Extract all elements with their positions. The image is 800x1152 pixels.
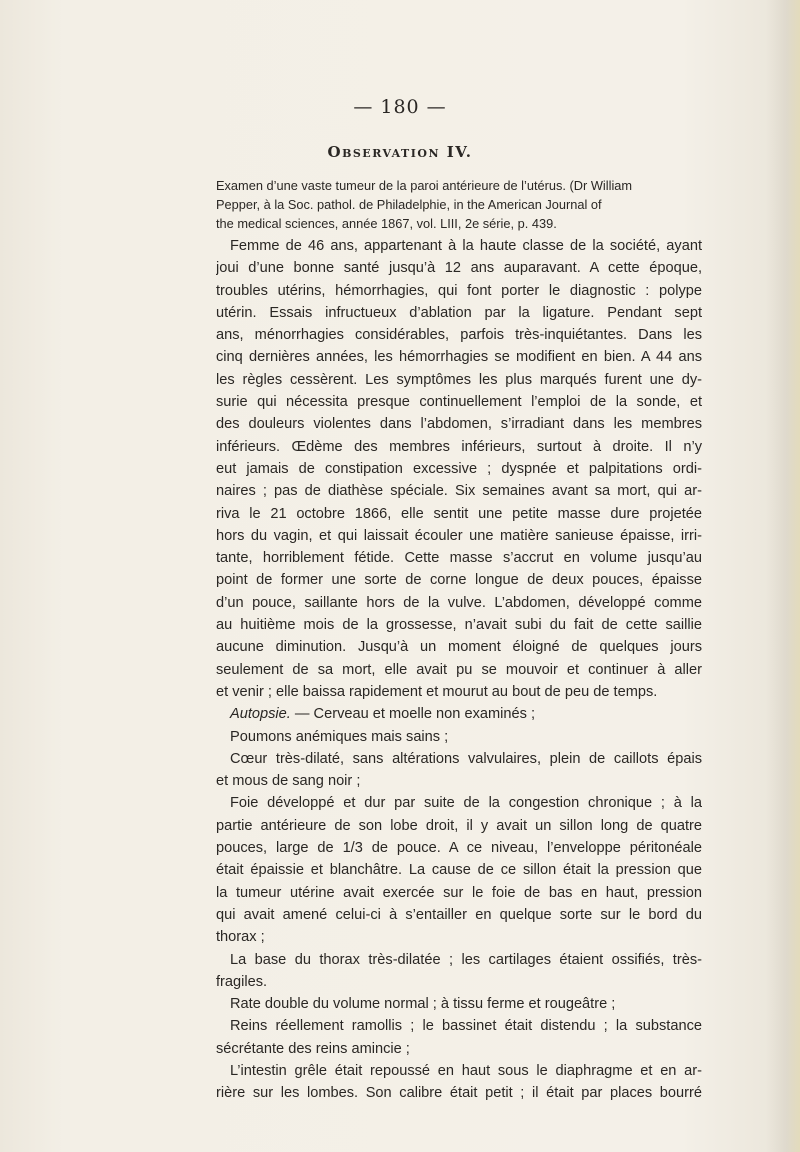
autopsie-line: Rate double du volume normal ; à tissu ferme et rougeâtre ; — [230, 996, 616, 1013]
observation-summary — [216, 176, 700, 233]
body-line: cinq dernières années, les hémorrhagies se modifient en bien. A 44 ans — [216, 349, 702, 366]
summary-line: the medical sciences, année 1867, vol. LIII, 2e série, p. 439. — [216, 216, 557, 231]
body-line: naires ; pas de diathèse spéciale. Six semaines avant sa mort, qui ar- — [216, 483, 702, 500]
body-line: d’un pouce, saillante hors de la vulve. L’abdomen, développé comme — [216, 594, 702, 611]
autopsie-line: était épaissie et blanchâtre. La cause de ce sillon était la pression que — [216, 862, 702, 879]
autopsie-line: et mous de sang noir ; — [216, 773, 361, 790]
body-line: tante, horriblement fétide. Cette masse s’accrut en volume jusqu’au — [216, 550, 702, 567]
body-line: Femme de 46 ans, appartenant à la haute classe de la société, ayant — [230, 238, 702, 254]
observation-title: Observation IV. — [327, 143, 473, 161]
autopsie-line: fragiles. — [216, 973, 268, 990]
body-line: au huitième mois de la grossesse, n’avait subi du fait de cette saillie — [216, 617, 702, 634]
autopsie-line: L’intestin grêle était repoussé en haut sous le diaphragme et en ar- — [230, 1062, 702, 1079]
autopsie-line: Cœur très-dilaté, sans altérations valvulaires, plein de caillots épais — [230, 750, 702, 767]
body-line: utérin. Essais infructueux d’ablation par la ligature. Pendant sept — [216, 304, 702, 321]
autopsie-heading-line — [216, 703, 702, 725]
body-line: point de former une sorte de corne longue de deux pouces, épaisse — [216, 572, 702, 589]
body-line: hors du vagin, et qui laissait écouler une matière sanieuse épaisse, irri- — [216, 527, 702, 544]
body-line: et venir ; elle baissa rapidement et mourut au bout de peu de temps. — [216, 683, 658, 700]
summary-line: Pepper, à la Soc. pathol. de Philadelphie, in the American Journal of — [216, 197, 602, 212]
summary-line: Examen d’une vaste tumeur de la paroi antérieure de l’utérus. (Dr William — [216, 178, 633, 193]
body-line: eut jamais de constipation excessive ; dyspnée et palpitations ordi- — [216, 460, 702, 477]
page-number: — 180 — — [353, 96, 447, 118]
autopsie-line: pouces, large de 1/3 de pouce. A ce niveau, l’enveloppe péritonéale — [216, 840, 702, 857]
autopsie-first-text: — Cerveau et moelle non examinés ; — [290, 706, 536, 723]
autopsie-label: Autopsie. — [230, 706, 291, 723]
body-line: troubles utérins, hémorrhagies, qui font porter le diagnostic : polype — [216, 282, 702, 299]
body-line: aucune diminution. Jusqu’à un moment éloigné de quelques jours — [216, 639, 702, 656]
body-line: surie qui nécessita presque continuellement l’emploi de la sonde, et — [216, 394, 702, 411]
autopsie-line: thorax ; — [216, 929, 265, 946]
body-line: joui d’une bonne santé jusqu’à 12 ans auparavant. A cette époque, — [216, 260, 702, 277]
autopsie-line: Foie développé et dur par suite de la congestion chronique ; à la — [230, 795, 702, 812]
autopsie-line: Reins réellement ramollis ; le bassinet était distendu ; la substance — [230, 1018, 702, 1035]
body-line: inférieurs. Œdème des membres inférieurs, surtout à droite. Il n’y — [216, 438, 702, 455]
autopsie-line: La base du thorax très-dilatée ; les cartilages étaient ossifiés, très- — [230, 951, 702, 968]
observation-body — [216, 235, 702, 1105]
body-line: ans, ménorrhagies considérables, parfois très-inquiétantes. Dans les — [216, 327, 702, 344]
body-line: riva le 21 octobre 1866, elle sentit une petite masse dure projetée — [216, 505, 702, 522]
autopsie-line: Poumons anémiques mais sains ; — [230, 728, 449, 745]
autopsie-line: partie antérieure de son lobe droit, il y avait un sillon long de quatre — [216, 817, 702, 834]
page-edge-shadow — [766, 0, 800, 1152]
autopsie-line: sécrétante des reins amincie ; — [216, 1040, 410, 1057]
autopsie-line: qui avait amené celui-ci à s’entailler en quelque sorte sur le bord du — [216, 906, 702, 923]
body-line: seulement de sa mort, elle avait pu se mouvoir et continuer à aller — [216, 661, 702, 678]
body-line: des douleurs violentes dans l’abdomen, s’irradiant dans les membres — [216, 416, 702, 433]
autopsie-line: rière sur les lombes. Son calibre était petit ; il était par places bourré — [216, 1085, 702, 1102]
body-line: les règles cessèrent. Les symptômes les plus marqués furent une dy- — [216, 371, 702, 388]
autopsie-line: la tumeur utérine avait exercée sur le foie de bas en haut, pression — [216, 884, 702, 901]
